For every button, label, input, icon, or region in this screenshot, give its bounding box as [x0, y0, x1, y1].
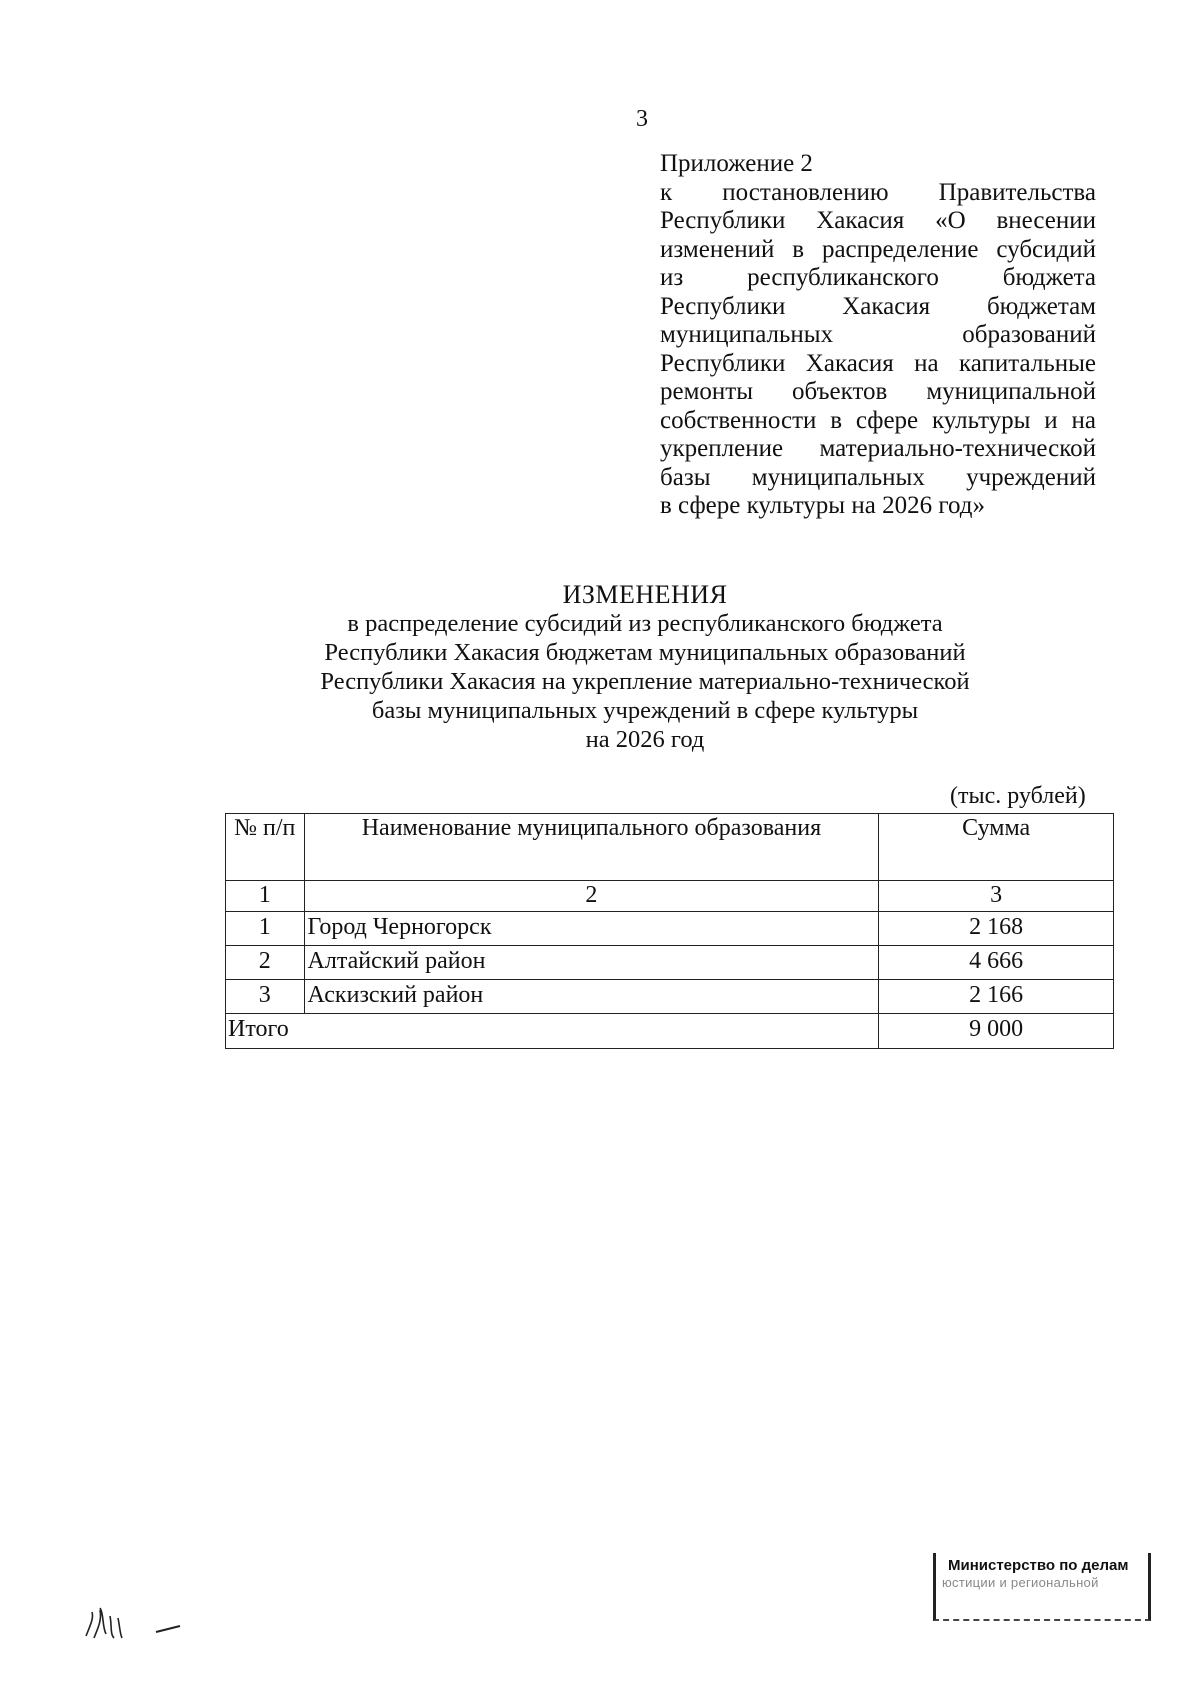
appendix-line: собственности в сфере культуры и на — [660, 406, 1096, 434]
appendix-line: Республики Хакасия бюджетам — [660, 292, 1096, 320]
total-row — [226, 1014, 1114, 1049]
stamp-line: Министерство по делам — [948, 1557, 1129, 1574]
appendix-line: из республиканского бюджета — [660, 264, 1096, 291]
title-line: на 2026 год — [585, 726, 705, 753]
appendix-line: базы муниципальных учреждений — [660, 463, 1096, 491]
row-name: Аскизский район — [304, 980, 879, 1014]
appendix-line: Республики Хакасия «О внесении — [660, 207, 1096, 234]
column-index-row — [226, 881, 1114, 912]
stamp-line: юстиции и региональной — [942, 1575, 1099, 1590]
index-cell: 1 — [226, 881, 305, 912]
title-line: Республики Хакасия на укрепление материально-технической — [320, 668, 970, 695]
row-name: Город Черногорск — [304, 912, 879, 946]
header-name: Наименование муниципального образования — [304, 814, 879, 881]
page-number: 3 — [636, 106, 648, 132]
row-name: Алтайский район — [304, 946, 879, 980]
row-sum: 4 666 — [879, 946, 1114, 980]
appendix-line: к постановлению Правительства — [660, 178, 1096, 206]
appendix-reference — [660, 150, 1096, 521]
appendix-line: муниципальных образований — [660, 321, 1096, 348]
index-cell: 2 — [304, 881, 879, 912]
title-line: в распределение субсидий из республиканского бюджета — [347, 610, 943, 637]
total-label: Итого — [226, 1014, 879, 1049]
header-number: № п/п — [226, 814, 305, 881]
index-cell: 3 — [879, 881, 1114, 912]
ministry-stamp — [933, 1553, 1151, 1621]
row-sum: 2 166 — [879, 980, 1114, 1014]
signature-mark — [80, 1598, 190, 1648]
appendix-line: изменений в распределение субсидий — [660, 235, 1096, 263]
appendix-line: укрепление материально-технической — [660, 435, 1096, 462]
header-sum: Сумма — [879, 814, 1114, 881]
title-line: базы муниципальных учреждений в сфере культуры — [371, 697, 919, 724]
appendix-line: ремонты объектов муниципальной — [660, 378, 1096, 405]
units-label: (тыс. рублей) — [950, 783, 1086, 809]
appendix-line: в сфере культуры на 2026 год» — [660, 492, 985, 519]
table-row — [226, 946, 1114, 980]
subsidies-table — [225, 813, 1114, 1049]
appendix-line: Приложение 2 — [660, 150, 813, 177]
title-line: Республики Хакасия бюджетам муниципальных образований — [324, 639, 966, 666]
row-number: 2 — [226, 946, 305, 980]
title-heading: ИЗМЕНЕНИЯ — [562, 580, 728, 609]
row-number: 1 — [226, 912, 305, 946]
document-title — [0, 580, 1200, 754]
table-row — [226, 980, 1114, 1014]
row-sum: 2 168 — [879, 912, 1114, 946]
table-row — [226, 912, 1114, 946]
appendix-line: Республики Хакасия на капитальные — [660, 349, 1096, 377]
table-header-row — [226, 814, 1114, 881]
row-number: 3 — [226, 980, 305, 1014]
total-sum: 9 000 — [879, 1014, 1114, 1049]
